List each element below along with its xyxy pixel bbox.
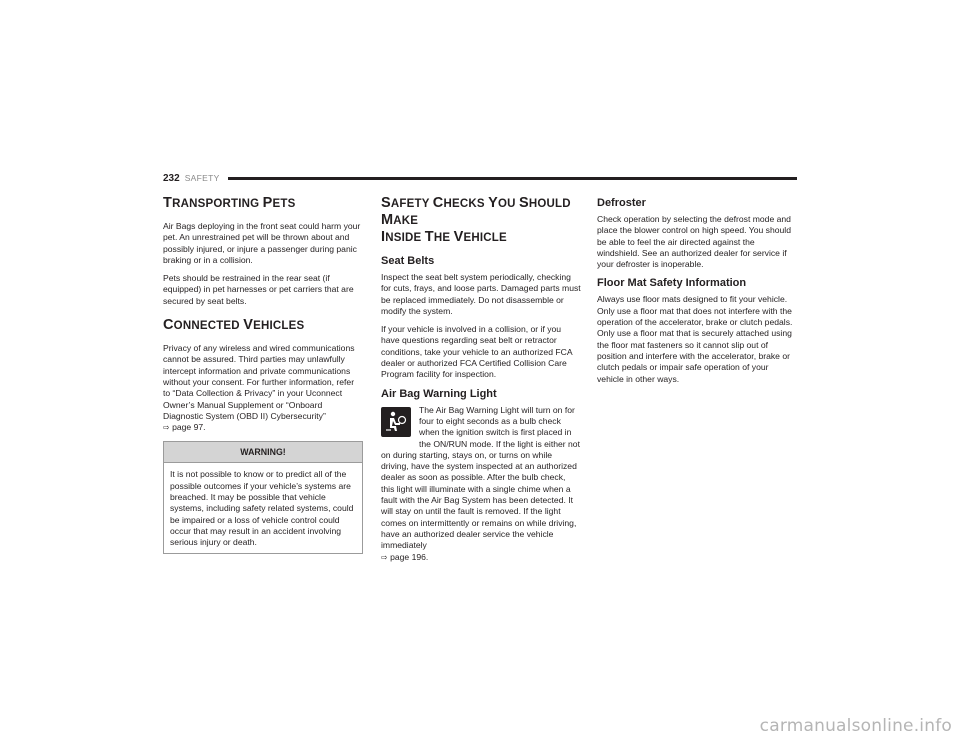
pets-paragraph-2: Pets should be restrained in the rear seat (if equipped) in pet harnesses or pet carriers that are secured by seat belts. [163, 273, 354, 306]
arrow-right-outline-icon: ⇨ [381, 552, 388, 562]
column-left [163, 192, 363, 554]
connected-paragraph: Privacy of any wireless and wired communications cannot be assured. Third parties may unlawfully intercept information and private communications without your consent. For further information, refer to “Data Collection & Privacy” in your Uconnect Owner’s Manual Supplement or “Onboard Diagnostic System (OBD II) Cybersecurity” ⇨ page 97. [163, 343, 355, 433]
column-right [597, 192, 797, 392]
column-middle [381, 192, 581, 563]
header-rule [228, 177, 797, 180]
airbag-paragraph: The Air Bag Warning Light will turn on for four to eight seconds as a bulb check when the ignition switch is first placed in the ON/RUN mode. If the light is either not on during starting, stays on, or turns on while driving, have the system inspected at an authorized dealer as soon as possible. After the bulb check, this light will illuminate with a single chime when a fault with the Air Bag System has been detected. It will stay on until the fault is removed. If the light comes on intermittently or remains on while driving, have an authorized dealer service the vehicle immediately ⇨ page 196. [381, 404, 580, 562]
heading-connected-vehicles: CONNECTED VEHICLES [163, 317, 305, 334]
airbag-section [381, 405, 581, 563]
page-reference-link[interactable]: page 196. [390, 551, 429, 562]
warning-text: It is not possible to know or to predict all of the possible outcomes if your vehicle’s systems are breached. It may be possible that vehicle systems, including safety related systems, could be impaired or a loss of vehicle control could occur that may result in an accident involving serious injury or death. [170, 469, 354, 548]
heading-safety-checks: SAFETY CHECKS YOU SHOULD MAKE INSIDE THE VEHICLE [381, 195, 571, 245]
heading-defroster: Defroster [597, 197, 646, 209]
heading-transporting-pets: TRANSPORTING PETS [163, 195, 296, 211]
seatbelts-paragraph-1: Inspect the seat belt system periodically, checking for cuts, frays, and loose parts. Damaged parts must be replaced immediately. Do not disassemble or modify the system. [381, 272, 581, 316]
seatbelts-paragraph-2: If your vehicle is involved in a collision, or if you have questions regarding seat belt or retractor conditions, take your vehicle to an authorized FCA dealer or authorized FCA Certified Collision Care Program facility for inspection. [381, 324, 573, 380]
heading-floor-mat-safety: Floor Mat Safety Information [597, 277, 747, 290]
watermark: carmanualsonline.info [759, 716, 952, 736]
defroster-paragraph: Check operation by selecting the defrost mode and place the blower control on high speed. You should be able to feel the air directed against the windshield. See an authorized dealer for service if your defroster is inoperable. [597, 214, 791, 270]
warning-box [163, 441, 363, 553]
page-header [163, 171, 797, 185]
arrow-right-outline-icon: ⇨ [163, 423, 170, 433]
heading-air-bag-warning-light: Air Bag Warning Light [381, 387, 497, 400]
section-title: SAFETY [184, 173, 220, 183]
airbag-warning-icon [381, 407, 411, 437]
page-number: 232 [163, 172, 180, 184]
warning-title: WARNING! [164, 442, 362, 463]
page-reference-link[interactable]: page 97. [172, 422, 206, 433]
heading-seat-belts: Seat Belts [381, 255, 435, 267]
floormat-paragraph: Always use floor mats designed to fit your vehicle. Only use a floor mat that does not interfere with the operation of the accelerator, brake or clutch pedals. Only use a floor mat that is securely attached using the floor mat fasteners so it cannot slip out of position and interfere with the accelerator, brake or clutch pedals or impair safe operation of your vehicle in other ways. [597, 294, 793, 384]
pets-paragraph-1: Air Bags deploying in the front seat could harm your pet. An unrestrained pet will be thrown about and possibly injured, or injure a passenger during panic braking or in a collision. [163, 221, 361, 265]
